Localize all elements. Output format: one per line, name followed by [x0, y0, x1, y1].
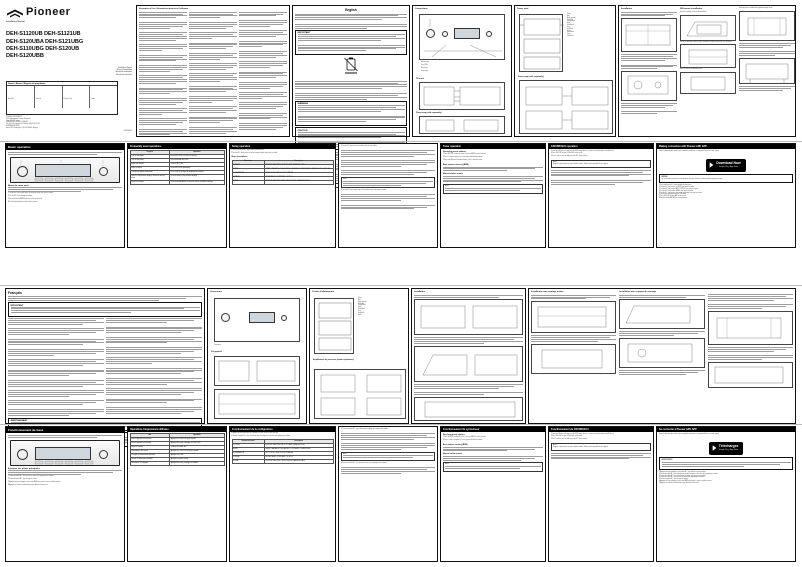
fold-line — [0, 141, 802, 142]
basic-step-1: 1 Turn the M.C. dial to adjust any of the setup/list values, then press to confirm. — [8, 193, 54, 195]
owner-record-title: Owner's Record / Registre du propriétaire — [7, 82, 117, 86]
cover-block — [6, 6, 132, 136]
setup-menu-table — [232, 160, 334, 185]
french-removal-figure-2 — [708, 362, 793, 388]
french-connections-panel — [207, 288, 307, 424]
power-amp-diagram — [419, 116, 505, 134]
this-unit-title: This unit — [416, 78, 424, 80]
french-setup-step-2: 2 Tournez la molette M.C. pour sélectionner une des catégories ci-dessous, puis appuyez pour valider. — [231, 435, 291, 437]
tuner-sub-3: Manual station search — [443, 173, 463, 176]
din-step-3: Install the unit into the mounting sleeve. — [680, 69, 703, 71]
french-tuner-sub-2: Best stations memory (BSM) — [443, 443, 468, 446]
french-usb-panel: Fonctionnement du CD/USB/AUX 1 Open the USB port cover and insert the USB storage device, or connect an auxiliary device to the AUX jack. 2 Press SRC/OFF to select USB or AUX as the source. 3 Use / to select a track or folder; press the M.C. dial to confirm. NOTE Playback is performed in the order of folder numbers. Folders without playable files are skipped. — [548, 426, 654, 562]
table-header-row: Élément de menu Description — [232, 440, 333, 444]
setup-step-2: 2 Turn the M.C. dial to select one of the categories below, then press to confirm. — [231, 152, 278, 154]
basic-step-4: 4 Touch the detach button to detach the face panel. — [8, 201, 38, 203]
owner-record-grid — [7, 86, 117, 108]
table-row: Change the display information Press DISP to change the displayed information. — [130, 171, 224, 175]
table-row: ILLUMINATION KEY COLOR / DISP COLOR / DIMMER — [232, 172, 333, 176]
model-line: DEH-S120UBB — [6, 53, 44, 60]
french-din-figure-1 — [619, 299, 704, 329]
cover-doctype-stack: Installation Manual Manuel d'installation Manual de instalación Manual de instalação — [115, 66, 132, 76]
connections-title: Connections — [415, 8, 428, 10]
table-row: DISPLAY BRIGHTNESS / CONTRAST / SCROLL — [232, 176, 333, 180]
table-row: Changer les informations affichées Appuyez sur DISP. — [130, 454, 224, 458]
french-usb-title: Fonctionnement du CD/USB/AUX — [549, 427, 653, 432]
french-download-button[interactable] — [709, 442, 744, 455]
doc-code: <QRD3260-A> — [123, 130, 132, 132]
french-removal-figure — [708, 311, 793, 345]
important-title: IMPORTANT — [297, 32, 311, 35]
table-row: INITIAL FM STEP / AM STEP / SP-P/O MODE / WARNING / AUX — [232, 460, 333, 464]
col-purpose: Purpose — [130, 151, 169, 155]
fold-line — [0, 285, 802, 286]
french-col-1 — [8, 318, 104, 416]
french-note-title: NOTE — [343, 453, 347, 455]
wee-symbol — [295, 57, 407, 80]
din-figure-3 — [680, 72, 736, 94]
french-note-box — [341, 452, 435, 462]
french-amp-title: Amplificateur de puissance (vendu séparément) — [313, 359, 354, 361]
wire-item: Blue/white — [567, 19, 573, 21]
connections-label: Rear output — [421, 68, 428, 69]
table-row: Réinitialiser les réglages Appuyez de façon prolongée sur BAND/ . — [130, 462, 224, 466]
tuner-step-3: 3 Press and hold one of the preset buttons 1 to 6 to store the station. — [443, 159, 483, 161]
col-operation: Operation — [169, 151, 224, 155]
french-head-unit-illustration — [10, 440, 120, 466]
wire-item: Gray — [567, 26, 570, 28]
table-row: ILLUMINATION KEY COLOR / DISP COLOR / DIMMER — [232, 452, 333, 456]
french-install-figure-3 — [414, 397, 523, 421]
wire-item: Red — [567, 15, 570, 17]
setup-step-3: 3 Turn the M.C. dial to select the setting, then press to confirm. — [341, 146, 378, 147]
french-usb-note: NOTE Playback is performed in the order of folder numbers. Folders without playable files are skipped. — [551, 443, 651, 451]
fold-line — [0, 424, 802, 425]
usb-note-text: Playback is performed in the order of folder numbers. Folders without playable files are skipped. — [553, 163, 609, 165]
owner-field: Serial No. — [35, 86, 63, 108]
setup-step-1: 1 Press and hold the M.C. dial to display the main menu. — [231, 150, 265, 152]
french-connections-diagram — [214, 298, 300, 342]
usb-note-box: NOTE Playback is performed in the order of folder numbers. Folders without playable files are skipped. — [551, 160, 651, 168]
note-body — [343, 181, 433, 186]
tuner-manual-body — [443, 176, 543, 182]
usb-aux-title: CD/USB/AUX operation — [549, 144, 653, 149]
basic-step-2: 2 Turn the M.C. dial to change the volume. — [8, 196, 33, 198]
usb-step-1: 1 Open the USB port cover and insert the USB storage device, or connect an auxiliary device to the AUX jack. — [551, 150, 615, 152]
french-this-unit-title: Cet appareil — [211, 351, 222, 353]
menu-descriptions-title: Menu descriptions — [231, 156, 248, 159]
connections-label: Front output — [421, 71, 428, 72]
head-unit-illustration — [10, 157, 120, 183]
power-cord-diagram — [519, 14, 563, 72]
tuner-step-1: 1 Press SRC/OFF to select the tuner, then press BAND to select the band. — [443, 154, 486, 156]
english-warning-panel — [292, 5, 410, 137]
din-step-2: Secure the mounting sleeve by using a screwdriver to bend the metal tabs (90°) into place. — [680, 41, 732, 43]
french-rear-figure-1 — [531, 301, 616, 333]
model-line: DEH-S110UBG DEH-S120UB — [6, 45, 80, 52]
power-amp-title: Power amp (sold separately) — [416, 112, 442, 114]
french-basic-step-3: 3 Appuyez de façon prolongée sur la touche BAND pour mettre la source sous/hors tension. — [8, 482, 61, 484]
french-frequent-table — [130, 433, 225, 466]
play-store-icon — [709, 163, 714, 169]
connections-panel — [412, 5, 512, 137]
french-arc-warning: AVERTISSEMENT — [659, 457, 793, 470]
french-rear-figure-2 — [531, 344, 616, 374]
installation-intro — [621, 12, 677, 17]
arc-app-intro: Pioneer's dedicated app connects your compatible smartphone to a supported Pioneer car audio system. — [659, 150, 720, 152]
french-basic-step-4: 4 Appuyez sur la touche de détachement pour détacher la face avant. — [8, 484, 48, 486]
basic-step-3: 3 Press and hold the BAND button to turn the source on/off. — [8, 199, 43, 201]
french-arc-title: Se connecter à Pioneer ARC APP — [657, 427, 795, 432]
connections-label: Fuse (10 A) — [421, 65, 428, 66]
wire-item: White/black — [567, 25, 574, 27]
warning-body — [298, 105, 405, 122]
removal-figure-1 — [739, 11, 795, 41]
din-mount-title: DIN mount installation — [680, 8, 703, 10]
table-header-row: Menu item Description — [232, 160, 333, 164]
table-row: Mettre l'appareil hors tension Appuyez de façon prolongée sur SRC/OFF. — [130, 442, 224, 446]
main-parts-title: About the main parts — [8, 184, 29, 187]
french-arc-app-panel: Se connecter à Pioneer ARC APP Pioneer's dedicated app connects your compatible smartphone to a supported Pioneer car audio system. Téléchargez Google Play / App Store AVERTISSEMENT 1 Appuyez de façon prolongée sur la molette M.C. pour afficher le menu principal. 2 Tournez la molette M.C. pour sélectionner une des catégories ci-dessous, puis appuyez pour valider. 3 Tournez la molette M.C. pour sélectionner le réglage, puis appuyez pour valider. 4 Tournez la molette M.C. pour ajuster les valeurs, puis appuyez pour confirmer. 5 Tournez la molette M.C. pour changer le volume. 6 Appuyez de façon prolongée sur la touche BAND pour mettre la source sous/hors tension. 7 Appuyez sur la touche de détachement pour détacher la face avant. — [656, 426, 796, 562]
pioneer-tuning-fork-icon — [6, 7, 24, 18]
warning-box — [295, 101, 407, 126]
french-din-figure-2 — [619, 338, 704, 368]
tuner-title: Tuner operation — [441, 144, 545, 149]
din-step-4: Removing the unit installed with supplied mounting sleeve. — [739, 8, 773, 9]
basic-operation-title: Basic operation — [6, 144, 124, 150]
frequent-operations-panel — [127, 143, 227, 248]
arc-step: 5 Turn the M.C. dial to select the connection method, then press to confirm. — [659, 192, 703, 194]
install-figure-1 — [621, 18, 677, 52]
tuner-panel — [440, 143, 546, 248]
french-frequent-panel — [127, 426, 227, 562]
owner-record-box — [6, 81, 118, 115]
french-store-label: Google Play / App Store — [718, 449, 739, 452]
arc-warning-title: WARNING — [661, 176, 668, 178]
tuner-sub-2: Best stations memory (BSM) — [443, 163, 469, 166]
french-unit-diagram-2 — [214, 389, 300, 419]
arc-step: 8 Start the Pioneer ARC APP on the smartphone. — [659, 198, 688, 200]
english-intro-text — [295, 14, 407, 29]
french-important-box — [8, 302, 202, 317]
info-column-3 — [239, 12, 287, 137]
info-column-2 — [189, 12, 237, 137]
english-body-1 — [295, 81, 407, 100]
french-tuner-sub-1: Receiving preset stations — [443, 433, 465, 436]
power-cord-wire-list — [567, 14, 613, 38]
info-column-1 — [139, 12, 187, 137]
power-amp-wiring — [519, 80, 613, 134]
french-basic-step-1: 1 Tournez la molette M.C. pour ajuster les valeurs, puis appuyez pour confirmer. — [8, 476, 54, 478]
french-power-cord-panel — [309, 288, 409, 424]
warning-title: WARNING — [297, 103, 309, 106]
removal-body — [739, 43, 795, 56]
french-warning-title: AVERTISSEMENT — [10, 420, 28, 423]
table-row: INITIAL FM STEP / AM STEP / DAB / SP-P/O MODE / WARNING / AUX — [232, 180, 333, 184]
wire-item: Yellow — [567, 14, 571, 15]
language-heading-english: English — [345, 8, 357, 12]
din-step-1: Insert the mounting sleeve into the dashboard. — [680, 11, 707, 13]
french-installation-panel — [411, 288, 526, 424]
table-row: Revenir à l'affichage précédent Appuyez sur pour revenir. — [130, 458, 224, 462]
table-row: Sélectionner une source Appuyez sur SRC/OFF de façon répétée. — [130, 450, 224, 454]
model-number-list — [6, 31, 132, 61]
arc-step: 3 Turn the M.C. dial to select APP CONTROL, then press to confirm. — [659, 188, 699, 190]
info-to-user-panel — [136, 5, 290, 137]
french-power-cord-title: Cordon d'alimentation — [312, 291, 334, 293]
french-intro — [8, 296, 202, 301]
wire-item: Green/black — [567, 32, 574, 34]
french-arc-intro: Pioneer's dedicated app connects your compatible smartphone to a supported Pioneer car audio system. — [659, 433, 720, 435]
table-row: AUDIO FADER / BALANCE / EQUALIZER / LOUDNESS / SUBWOOFER / BASS BOOST / HPF / SLA — [232, 168, 333, 172]
installation-panel — [618, 5, 796, 137]
important-body — [298, 34, 405, 51]
french-install-figure-1 — [414, 299, 523, 335]
wire-item: Orange/white — [567, 21, 575, 23]
table-row: Mettre l'appareil sous tension Appuyez sur SRC/OFF pour l'activer. — [130, 438, 224, 442]
table-row: Turn on the power Press SRC/OFF to turn on the source. — [130, 155, 224, 159]
table-row: Reset the settings Press and hold BAND/ to reset the unit to the default settings. — [130, 181, 224, 185]
table-row: SYSTEM FM STEP / AM STEP / AUTO PI / AUX / REAR-SP / SLA — [232, 444, 333, 448]
table-row: Adjust the volume Turn the M.C. dial. — [130, 163, 224, 167]
model-line: DEH-S1120UB DEH-S1121UB — [6, 31, 81, 38]
brand-logo — [6, 6, 132, 18]
french-tuner-title: Fonctionnement du syntoniseur — [441, 427, 545, 432]
setup-operation-panel — [229, 143, 336, 248]
owner-field: Dealer — [91, 99, 96, 101]
french-download-row — [659, 437, 793, 455]
usb-tail-body — [551, 170, 651, 185]
french-setup-title: Fonctionnement de la configuration — [230, 427, 335, 432]
french-frequent-title: Opérations fréquemment utilisées — [128, 427, 226, 432]
setup-extra-body — [341, 150, 435, 175]
model-line: DEH-S120UBA DEH-S121UBG — [6, 38, 84, 45]
tuner-sub-1: Receiving preset stations — [443, 150, 466, 153]
basic-operation-panel — [5, 143, 125, 248]
power-cord-title: Power cord — [517, 8, 529, 10]
owner-field: Model No. — [7, 86, 35, 108]
tuner-note-box: NOTE — [443, 184, 543, 194]
wire-item: Violet/black — [567, 36, 574, 38]
french-important-title: IMPORTANT — [10, 304, 24, 307]
install-body-1 — [621, 54, 677, 69]
install-body-2 — [621, 103, 677, 114]
french-download-label: Téléchargez — [718, 444, 739, 449]
table-row: DISPLAY BRIGHTNESS / CONTRAST / SCROLL — [232, 456, 333, 460]
this-unit-diagram — [419, 82, 505, 110]
wire-item: White — [567, 23, 571, 25]
table-row: AUDIO FADER / BALANCE / EQUALIZER / LOUDNESS / SUBWOOFER — [232, 448, 333, 452]
removal-body-2 — [739, 86, 795, 91]
french-power-cord-diagram — [314, 298, 354, 354]
setup-steps-panel — [338, 143, 438, 248]
french-conn-label: Connexions — [214, 345, 221, 346]
tuner-bsm-body — [443, 167, 543, 172]
brand-name: Pioneer — [26, 6, 71, 18]
arc-warning-box — [659, 174, 793, 183]
french-amp-diagram — [314, 369, 406, 419]
french-tuner-note: NOTE — [443, 462, 543, 472]
table-row: SYSTEM FM STEP / AM STEP / AUTO PI / AUX / REAR-SP / SLA — [232, 164, 333, 168]
table-row: Return to the previous display / Return to the top menu Press to return to the previous display. — [130, 175, 224, 181]
language-heading-french: Français — [8, 291, 22, 295]
basic-op-intro — [8, 152, 122, 155]
arc-app-title: Making connection with Pioneer ARC APP — [657, 144, 795, 149]
usb-step-3: 3 Use / to select a track or folder; press the M.C. dial to confirm. — [551, 156, 588, 158]
address-block: PIONEER CORPORATION 28-8, Honkomagome 2-chome, Bunkyo-ku, Tokyo 113-0021, Japan PIONEER ELECTRONICS (USA) INC. P.O. Box 1540, Long Beach, California 90801-1540, U.S.A. PIONEER EUROPE NV Haven 1087, Keetberglaan 1, B-9120 Melsele, Belgium — [6, 116, 40, 129]
cover-doctypes: Installation Manual — [6, 21, 25, 23]
connections-label: Antenna input — [421, 62, 430, 63]
french-setup-panel — [229, 426, 336, 562]
download-now-button[interactable] — [706, 159, 745, 172]
french-basic-title: Fonctionnement de base — [6, 427, 124, 433]
french-info-panel — [5, 288, 205, 424]
download-label: Download Now — [716, 161, 741, 166]
wire-item: Green — [567, 30, 571, 32]
din-figure-1 — [680, 15, 736, 41]
french-basic-step-2: 2 Tournez la molette M.C. pour changer le volume. — [8, 479, 38, 481]
french-setup-steps-panel — [338, 426, 438, 562]
french-din-title: Installation avec support de montage — [619, 291, 657, 293]
store-label: Google Play / App Store — [718, 166, 739, 169]
table-row: Régler le volume Tournez la molette M.C. — [130, 446, 224, 450]
info-title: Information to User / Informations destinées à l'utilisateur — [139, 8, 189, 10]
install-figure-2 — [621, 71, 677, 101]
french-unit-diagram — [214, 356, 300, 386]
arc-app-panel — [656, 143, 796, 248]
french-setup-step-3: 3 Tournez la molette M.C. pour sélectionner le réglage, puis appuyez pour valider. — [341, 429, 388, 430]
installation-title: Installation — [621, 8, 632, 10]
download-row — [659, 154, 793, 172]
power-amp-sub-title: Power amp (sold separately) — [518, 76, 544, 78]
play-store-icon — [712, 446, 717, 452]
setup-tail-body — [341, 194, 435, 209]
arc-step: 1 Press and hold the M.C. dial to display the main menu. — [659, 185, 692, 187]
table-row: Turn off the power Press and hold SRC/OFF. — [130, 159, 224, 163]
usb-step-2: 2 Press SRC/OFF to select USB or AUX as the source. — [551, 153, 583, 155]
arc-step: 2 Turn the M.C. dial to select SYSTEM, then press to confirm. — [659, 186, 695, 188]
french-tuner-sub-3: Manual station search — [443, 453, 462, 456]
french-installation-title: Installation — [414, 291, 425, 293]
french-setup-step-4: 4 Tournez la molette M.C. pour ajuster les valeurs, puis appuyez pour confirmer. — [341, 463, 387, 465]
arc-step: 7 Press SRC/OFF to select APP as the source. — [659, 196, 687, 198]
tuner-step-2: 2 Press / to select a frequency. To seek, press and hold then release. — [443, 157, 483, 159]
table-row: Select a source Press SRC/OFF repeatedly. — [130, 167, 224, 171]
power-cord-panel — [514, 5, 616, 137]
usb-aux-panel — [548, 143, 654, 248]
note-box: NOTE — [341, 177, 435, 189]
owner-field: Purchase Date — [63, 86, 91, 108]
french-rear-mount-panel — [528, 288, 796, 424]
french-tuner-panel: Fonctionnement du syntoniseur Receiving preset stations 1 Press SRC/OFF to select the tuner, then press BAND to select the band. 2 Press / to select a frequency. To seek, press and hold then release. Best stations memory (BSM) Manual station search NOTE — [440, 426, 546, 562]
arc-step: 6 Connect the smartphone with the USB cable. — [659, 194, 686, 196]
french-wire-list: Yellow Red Black (ground) Blue/white Orange/white White White/black Gray Gray/black Green — [358, 298, 367, 316]
frequent-operations-table — [130, 150, 225, 185]
french-rear-mount-title: Installation avec montage arrière — [531, 291, 564, 293]
french-setup-step-1: 1 Appuyez de façon prolongée sur la molette M.C. pour afficher le menu principal. — [231, 433, 279, 435]
arc-warning-text: Do not attempt to operate the unit while driving. Park your vehicle in a safe place before operating the app. — [661, 178, 723, 180]
setup-step-4: 4 Turn the M.C. dial to adjust any of the setup/list values, then press to confirm. — [341, 190, 387, 192]
important-box — [295, 30, 407, 55]
french-basic-operation-panel — [5, 426, 125, 562]
french-connections-title: Connexions — [210, 291, 222, 293]
french-main-parts-title: À propos des pièces principales — [8, 467, 40, 470]
french-col-2 — [106, 318, 202, 416]
french-install-figure-2 — [414, 346, 523, 382]
connections-diagram — [419, 14, 505, 60]
wire-item: Black (ground) — [567, 17, 576, 19]
caution-title: CAUTION — [297, 129, 308, 132]
wire-item: Gray/black — [567, 28, 574, 30]
french-setup-menu-table — [232, 439, 334, 464]
arc-step: 4 Turn the M.C. dial to select WIRED, then press to confirm. — [659, 190, 694, 192]
wire-item: Violet — [567, 34, 571, 36]
removal-figure-2 — [739, 58, 795, 84]
setup-operation-title: Setup operation — [230, 144, 335, 149]
table-header-row: But Opération — [130, 434, 224, 438]
frequent-operations-title: Frequently used operations — [128, 144, 226, 149]
